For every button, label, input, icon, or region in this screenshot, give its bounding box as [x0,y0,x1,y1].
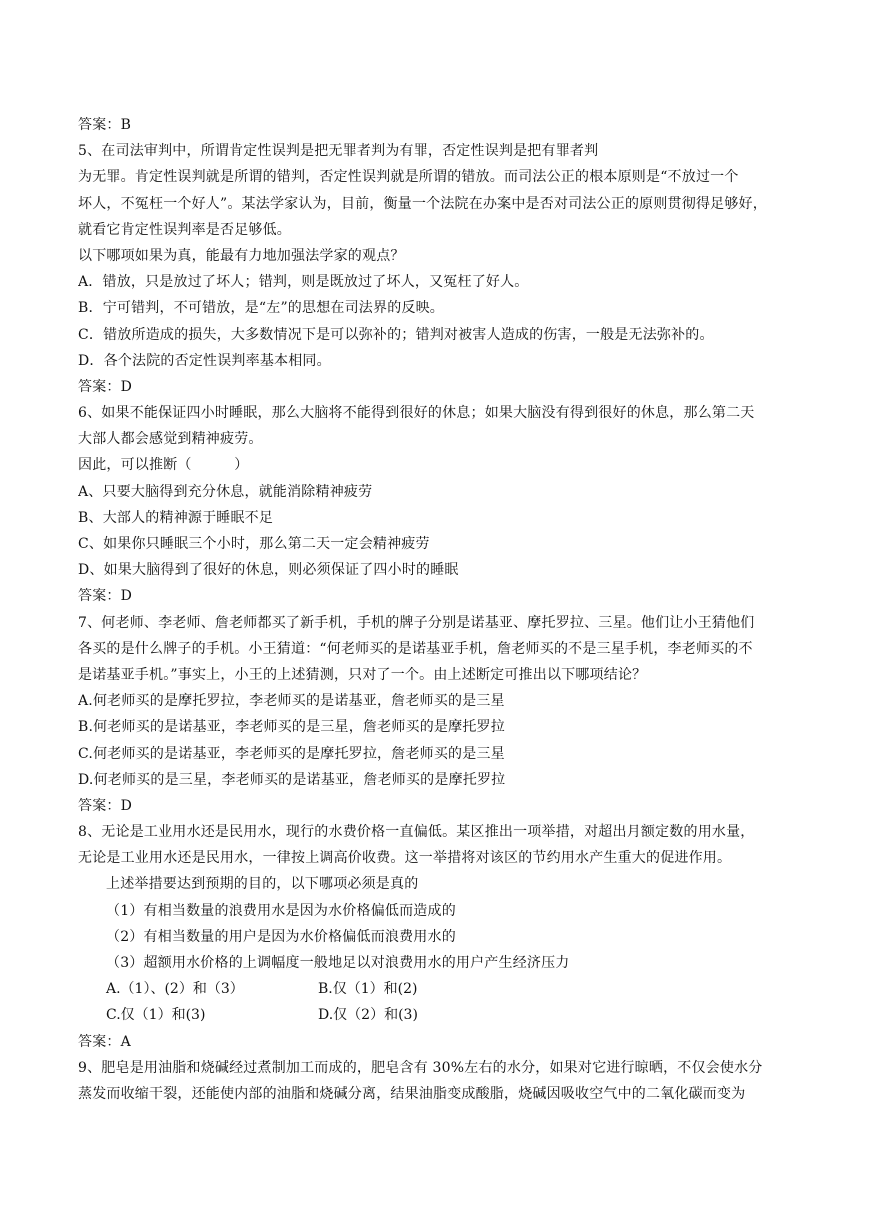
q8-answer: 答案：A [78,1033,131,1050]
q5-option-c: C．错放所造成的损失，大多数情况下是可以弥补的；错判对被害人造成的伤害，一般是无法弥补的。 [78,326,714,343]
q5-stem-line-1: 5、在司法审判中，所谓肯定性误判是把无罪者判为有罪，否定性误判是把有罪者判 [78,143,599,160]
q5-question: 以下哪项如果为真，能最有力地加强法学家的观点？ [78,247,405,264]
q8-option-d: D.仅（2）和(3) [318,1007,418,1024]
q8-option-a: A.（1）、(2）和（3） [106,981,244,998]
q7-answer: 答案：D [78,797,133,814]
q5-stem-line-2: 为无罪。肯定性误判就是所谓的错判，否定性误判就是所谓的错放。而司法公正的根本原则是“不放过一个 [78,169,739,186]
q5-option-d: D．各个法院的否定性误判率基本相同。 [78,352,331,369]
q6-option-c: C、如果你只睡眠三个小时，那么第二天一定会精神疲劳 [78,536,430,552]
q7-option-d: D.何老师买的是三星，李老师买的是诺基亚，詹老师买的是摩托罗拉 [78,771,506,788]
q6-option-a: A、只要大脑得到充分休息，就能消除精神疲劳 [78,483,373,500]
q6-stem-line-1: 6、如果不能保证四小时睡眠，那么大脑将不能得到很好的休息；如果大脑没有得到很好的休息，那么第二天 [78,405,755,422]
q7-stem-line-1: 7、何老师、李老师、詹老师都买了新手机，手机的牌子分别是诺基亚、摩托罗拉、三星。他们让小王猜他们 [78,614,755,631]
q8-statement-3: （3）超额用水价格的上调幅度一般地足以对浪费用水的用户产生经济压力 [106,955,570,971]
q5-stem-line-4: 就看它肯定性误判率是否足够低。 [78,221,291,238]
q8-option-c: C.仅（1）和(3) [106,1007,206,1024]
q7-stem-line-3: 是诺基亚手机。”事实上，小王的上述猜测，只对了一个。由上述断定可推出以下哪项结论？ [78,666,647,683]
q8-stem-line-2: 无论是工业用水还是民用水，一律按上调高价收费。这一举措将对该区的节约用水产生重大的促进作用。 [78,850,732,867]
q6-question: 因此，可以推断（ ） [78,457,249,474]
q6-option-d: D、如果大脑得到了很好的休息，则必须保证了四小时的睡眠 [78,562,459,579]
q7-stem-line-2: 各买的是什么牌子的手机。小王猜道：“何老师买的是诺基亚手机，詹老师买的不是三星手机，李老师买的不 [78,640,753,657]
q9-stem-line-1: 9、肥皂是用油脂和烧碱经过煮制加工而成的，肥皂含有 30%左右的水分，如果对它进行晾晒，不仅会使水分 [78,1059,763,1076]
q8-question: 上述举措要达到预期的目的，以下哪项必须是真的 [106,876,419,893]
q8-statement-2: （2）有相当数量的用户是因为水价格偏低而浪费用水的 [106,928,456,945]
q4-answer: 答案：B [78,117,132,133]
q5-option-a: A．错放，只是放过了坏人；错判，则是既放过了坏人，又冤枉了好人。 [78,274,529,291]
q5-stem-line-3: 坏人，不冤枉一个好人”。某法学家认为，目前，衡量一个法院在办案中是否对司法公正的原则贯彻得足够好， [78,195,767,212]
q5-answer: 答案：D [78,378,133,395]
q8-options-row-1 [78,976,796,1002]
q7-option-b: B.何老师买的是诺基亚，李老师买的是三星，詹老师买的是摩托罗拉 [78,719,505,736]
q8-options-row-2 [78,1002,796,1028]
q5-option-b: B．宁可错判，不可错放，是“左”的思想在司法界的反映。 [78,300,445,317]
q6-option-b: B、大部人的精神源于睡眠不足 [78,509,274,526]
q9-stem-line-2: 蒸发而收缩干裂，还能使内部的油脂和烧碱分离，结果油脂变成酸脂，烧碱因吸收空气中的二氧化碳而变为 [78,1085,746,1102]
q8-option-b: B.仅（1）和(2) [318,981,418,998]
document-page [78,112,796,1107]
q8-statement-1: （1）有相当数量的浪费用水是因为水价格偏低而造成的 [106,902,456,919]
q6-answer: 答案：D [78,588,133,605]
q7-option-a: A.何老师买的是摩托罗拉，李老师买的是诺基亚，詹老师买的是三星 [78,693,505,710]
q6-stem-line-2: 大部人都会感觉到精神疲劳。 [78,431,263,448]
q8-stem-line-1: 8、无论是工业用水还是民用水，现行的水费价格一直偏低。某区推出一项举措，对超出月额定数的用水量， [78,824,755,841]
q7-option-c: C.何老师买的是诺基亚，李老师买的是摩托罗拉，詹老师买的是三星 [78,745,505,762]
